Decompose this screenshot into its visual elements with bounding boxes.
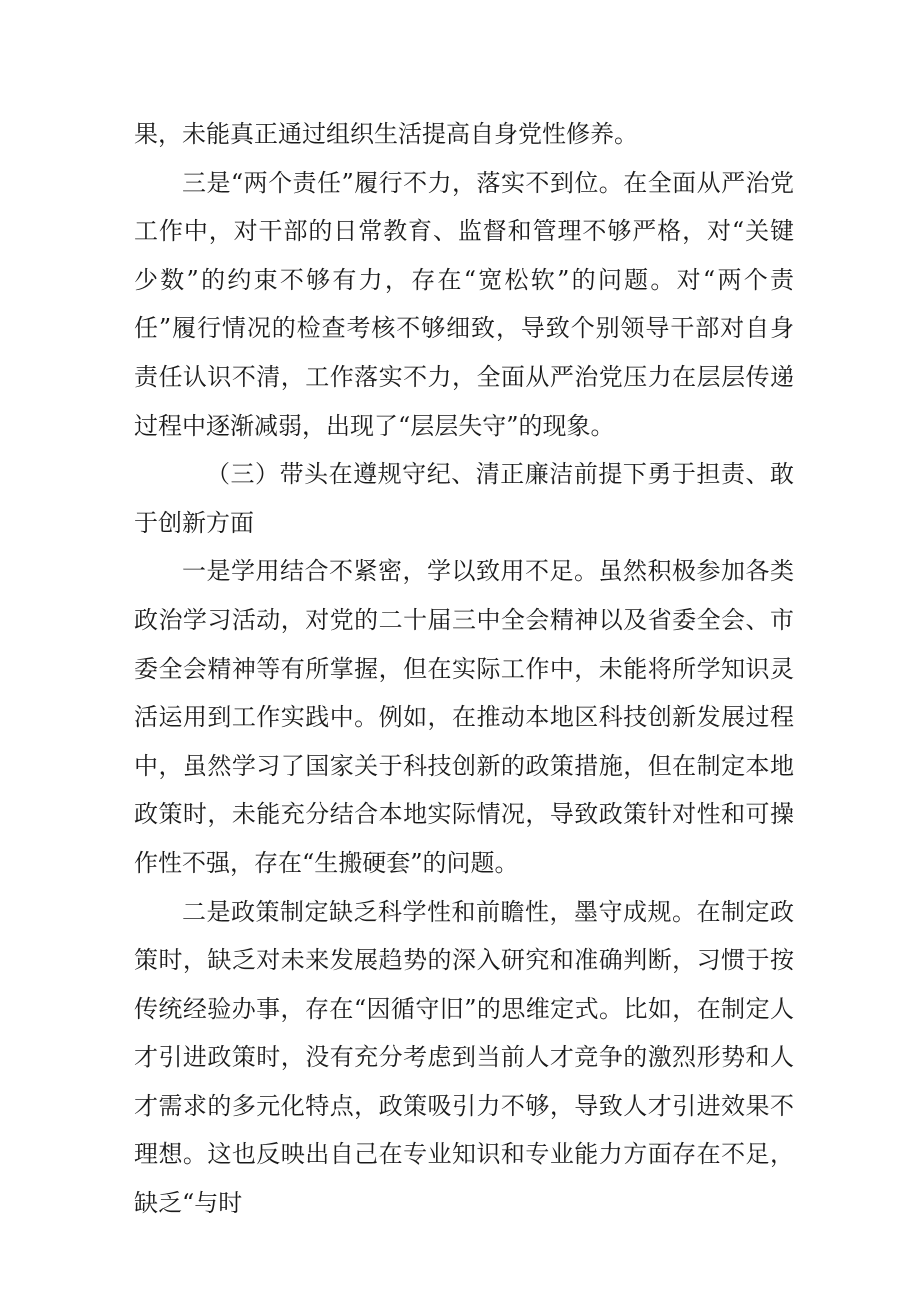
section-heading-three: （三）带头在遵规守纪、清正廉洁前提下勇于担责、敢于创新方面 (134, 460, 794, 537)
paragraph-two-responsibilities: 三是“两个责任”履行不力，落实不到位。在全面从严治党工作中，对干部的日常教育、监督和管理不够严格，对“关键少数”的约束不够有力，存在“宽松软”的问题。对“两个责任”履行情况的检查考核不够细致，导致个别领导干部对自身责任认识不清，工作落实不力，全面从严治党压力在层层传递过程中逐渐减弱，出现了“层层失守”的现象。 (134, 168, 794, 440)
paragraph-study-application: 一是学用结合不紧密，学以致用不足。虽然积极参加各类政治学习活动，对党的二十届三中全会精神以及省委全会、市委全会精神等有所掌握，但在实际工作中，未能将所学知识灵活运用到工作实践中。例如，在推动本地区科技创新发展过程中，虽然学习了国家关于科技创新的政策措施，但在制定本地政策时，未能充分结合本地实际情况，导致政策针对性和可操作性不强，存在“生搬硬套”的问题。 (134, 557, 794, 877)
document-body (134, 110, 794, 1228)
paragraph-continuation: 果，未能真正通过组织生活提高自身党性修养。 (134, 120, 638, 148)
paragraph-policy-making: 二是政策制定缺乏科学性和前瞻性，墨守成规。在制定政策时，缺乏对未来发展趋势的深入研究和准确判断，习惯于按传统经验办事，存在“因循守旧”的思维定式。比如，在制定人才引进政策时，没有充分考虑到当前人才竞争的激烈形势和人才需求的多元化特点，政策吸引力不够，导致人才引进效果不理想。这也反映出自己在专业知识和专业能力方面存在不足，缺乏“与时 (134, 897, 794, 1218)
